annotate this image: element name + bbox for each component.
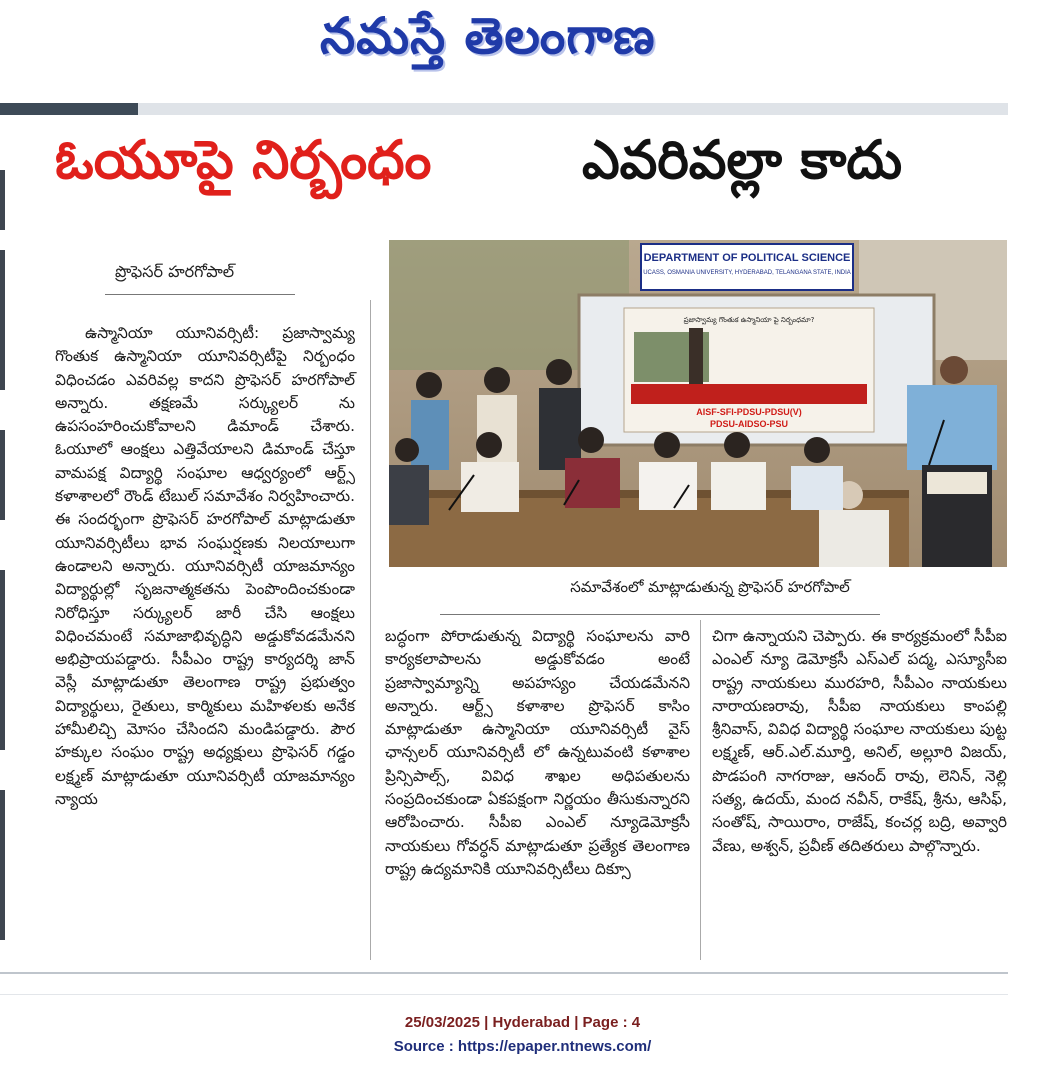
article-column-1 — [55, 322, 355, 811]
banner-subtitle: UCASS, OSMANIA UNIVERSITY, HYDERABAD, TELANGANA STATE, INDIA — [643, 270, 851, 276]
article-column-2 — [385, 625, 690, 881]
masthead-rule-dark — [0, 103, 138, 115]
bottom-rule-light — [0, 994, 1008, 995]
poster-orgs-1: AISF-SFI-PDSU-PDSU(V) — [696, 407, 802, 417]
headline-red: ఓయూపై నిర్బంధం — [55, 130, 432, 191]
side-strip — [0, 170, 6, 950]
banner-title: DEPARTMENT OF POLITICAL SCIENCE — [643, 252, 851, 264]
caption-rule — [440, 614, 880, 615]
event-photo — [389, 240, 1007, 567]
byline: ప్రొఫెసర్ హరగోపాల్ — [115, 262, 235, 281]
article-column-3 — [712, 625, 1007, 858]
footer-date-page: 25/03/2025 | Hyderabad | Page : 4 — [404, 1014, 641, 1031]
masthead-title: నమస్తే తెలంగాణ — [320, 6, 656, 65]
bottom-rule — [0, 972, 1008, 974]
poster-orgs-2: PDSU-AIDSO-PSU — [709, 419, 789, 429]
article-column-2-text: బద్ధంగా పోరాడుతున్న విద్యార్థి సంఘాలను వారి కార్యకలాపాలను అడ్డుకోవడం అంటే ప్రజాస్వామ్యాన్ని అపహస్యం చేయడమేనని అన్నారు. ఆర్ట్స్ కళాశాల ప్రొఫెసర్ కాసిం మాట్లాడుతూ ఉస్మానియా యూనివర్సిటీ వైస్ ఛాన్సలర్ యూనివర్సిటీ లో ఉన్నటువంటి కళాశాల ప్రిన్సిపాల్స్, వివిధ శాఖల అధిపతులను సంప్రదించకుండా ఏకపక్షంగా నిర్ణయం తీసుకున్నారని ఆరోపించారు. సీపీఐ ఎంఎల్ న్యూడెమోక్రసీ నాయకులు గోవర్ధన్ మాట్లాడుతూ ప్రత్యేక తెలంగాణ రాష్ట్ర ఉద్యమానికి యూనివర్సిటీలు దిక్సూ — [385, 627, 690, 878]
byline-rule — [105, 294, 295, 295]
masthead-rule-light — [138, 103, 1008, 115]
article-column-3-text: చిగా ఉన్నాయని చెప్పారు. ఈ కార్యక్రమంలో సీపీఐ ఎంఎల్ న్యూ డెమోక్రసీ ఎస్ఎల్ పద్మ, ఎస్యూసీఐ రాష్ట్ర నాయకులు మురహరి, సీపీఎం నాయకులు నారాయణరావు, సీపీఐ నాయకులు కాంపల్లి శ్రీనివాస్, వివిధ విద్యార్థి సంఘాల నాయకులు పుట్ట లక్ష్మణ్, ఆర్.ఎల్.మూర్తి, అనిల్, అల్లూరి విజయ్, పొడపంగి నాగరాజు, ఆనంద్ రావు, లెనిన్, నెల్లి సత్య, ఉదయ్, మంద నవీన్, రాకేష్, శ్రీను, ఆసిఫ్, సంతోష్, సాయిరాం, రాజేష్, కంచర్ల బద్రి, అవ్వారి వేణు, అశ్వన్, ప్రవీణ్ తదితరులు పాల్గొన్నారు. — [712, 627, 1007, 855]
footer-source: Source : https://epaper.ntnews.com/ — [393, 1038, 652, 1055]
column-divider — [370, 300, 371, 960]
article-column-1-text: ఉస్మానియా యూనివర్సిటీ: ప్రజాస్వామ్య గొంతుక ఉస్మానియా యూనివర్సిటీపై నిర్బంధం విధించడం ఎవరివల్ల కాదని ప్రొఫెసర్ హరగోపాల్ అన్నారు. తక్షణమే సర్క్యులర్ ను ఉపసంహరించుకోవాలని డిమాండ్ చేశారు. ఓయూలో ఆంక్షలు ఎత్తివేయాలని డిమాండ్ చేస్తూ వామపక్ష విద్యార్థి సంఘాల ఆధ్వర్యంలో ఆర్ట్స్ కళాశాలలో రౌండ్ టేబుల్ సమావేశం నిర్వహించారు. ఈ సందర్భంగా ప్రొఫెసర్ హరగోపాల్ మాట్లాడుతూ యూనివర్సిటీలు భావ సంఘర్షణకు నిలయాలుగా ఉండాలని అన్నారు. యూనివర్సిటీ యాజమాన్యం విద్యార్థుల్లో సృజనాత్మకతను పెంపొందించకుండా నిరోధిస్తూ సర్క్యులర్ జారీ చేసి ఆంక్షలు విధించమంటే సమాజాభివృద్ధిని అడ్డుకోవడమేనని అభిప్రాయపడ్డారు. సీపీఎం రాష్ట్ర కార్యదర్శి జాన్ వెస్లీ మాట్లాడుతూ తెలంగాణ రాష్ట్ర ప్రభుత్వం విద్యార్థులు, రైతులు, కార్మికులు మహిళలకు అనేక హామీలిచ్చి మోసం చేసిందని మండిపడ్డారు. పౌర హక్కుల సంఘం రాష్ట్ర అధ్యక్షులు ప్రొఫెసర్ గడ్డం లక్ష్మణ్ మాట్లాడుతూ యూనివర్సిటీ యాజమాన్యం న్యాయ — [55, 324, 355, 808]
poster-heading: ప్రజాస్వామ్య గొంతుక ఉస్మానియా పై నిర్బంధమా? — [683, 316, 815, 324]
column-divider-2 — [700, 620, 701, 960]
photo-caption: సమావేశంలో మాట్లాడుతున్న ప్రొఫెసర్ హరగోపాల్ — [570, 578, 850, 596]
headline-black: ఎవరివల్లా కాదు — [582, 130, 903, 191]
masthead — [0, 0, 1045, 100]
